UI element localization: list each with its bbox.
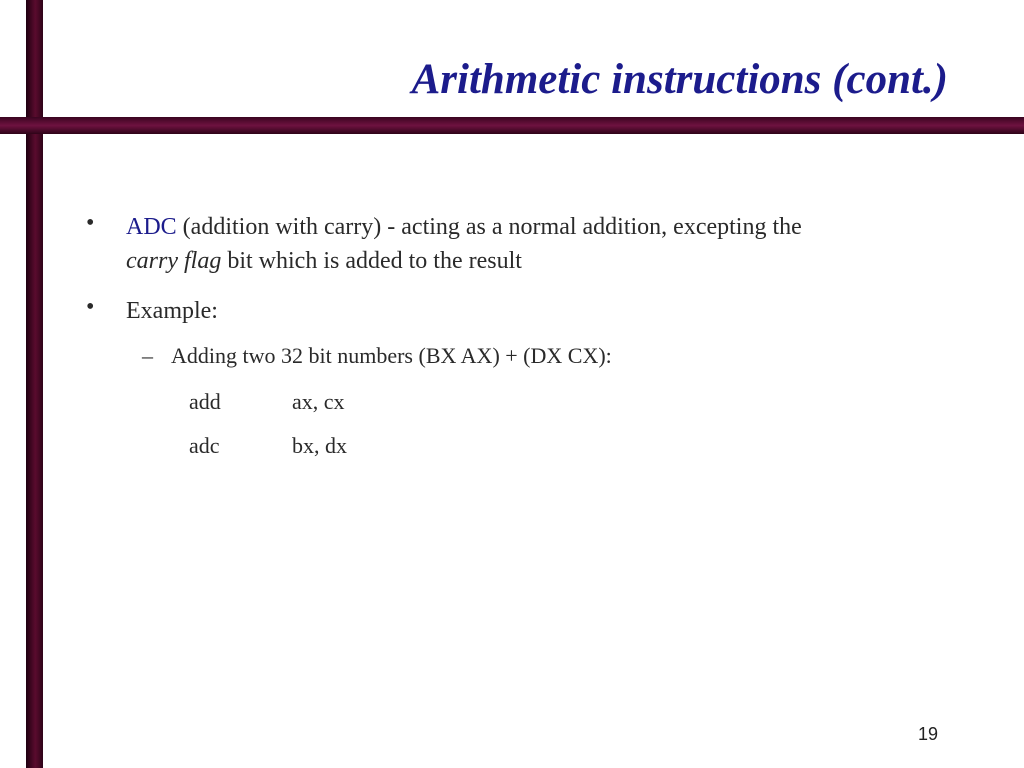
carry-flag-term: carry flag bbox=[126, 248, 222, 274]
code-args: bx, dx bbox=[292, 433, 347, 458]
adc-term: ADC bbox=[126, 214, 177, 240]
adc-description: (addition with carry) - acting as a normal addition, excepting the bbox=[176, 214, 802, 240]
code-op: adc bbox=[189, 433, 220, 458]
bullet-text: Example: bbox=[126, 298, 218, 324]
slide-title: Arithmetic instructions (cont.) bbox=[411, 56, 948, 103]
page-number: 19 bbox=[917, 724, 938, 744]
sub-bullet-text: Adding two 32 bit numbers (BX AX) + (DX CX): bbox=[171, 343, 612, 368]
title-underline-bar bbox=[0, 117, 1024, 134]
bullet-marker: • bbox=[86, 210, 95, 236]
adc-description-cont: bit which is added to the result bbox=[221, 248, 522, 274]
bullet-marker: • bbox=[86, 294, 95, 320]
sub-bullet-marker: – bbox=[142, 343, 153, 368]
code-args: ax, cx bbox=[292, 389, 345, 414]
bullet-text bbox=[126, 210, 926, 278]
left-vertical-bar bbox=[26, 0, 43, 768]
code-op: add bbox=[189, 389, 221, 414]
